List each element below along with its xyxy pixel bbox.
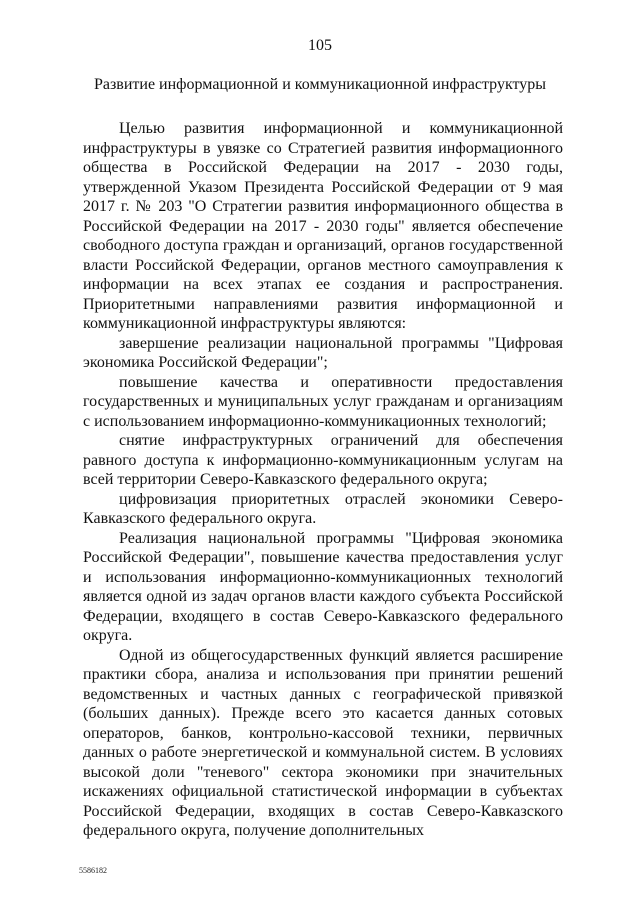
- paragraph-big-data: Одной из общегосударственных функций является расширение практики сбора, анализа и использования при принятии решений ведомственных и частных данных с географической привязкой (больших данных). Прежде всего это касается данных сотовых операторов, банков, контрольно-кассовой техники, первичных данных о работе энергетической и коммунальной систем. В условиях высокой доли "теневого" сектора экономики при значительных искажениях официальной статистической информации в субъектах Российской Федерации, входящих в состав Северо-Кавказского федерального округа, получение дополнительных: [83, 646, 563, 839]
- list-item-public-services: повышение качества и оперативности предоставления государственных и муниципальных услуг гражданам и организациям с использованием информационно-коммуникационных технологий;: [83, 373, 563, 430]
- section-title: Развитие информационной и коммуникационной инфраструктуры: [93, 76, 547, 93]
- list-item-digitalization: цифровизация приоритетных отраслей экономики Северо-Кавказского федерального округа.: [83, 490, 563, 527]
- paragraph-goal: Целью развития информационной и коммуникационной инфраструктуры в увязке со Стратегией развития информационного общества в Российской Федерации на 2017 - 2030 годы, утвержденной Указом Президента Российской Федерации от 9 мая 2017 г. № 203 "О Стратегии развития информационного общества в Российской Федерации на 2017 - 2030 годы" является обеспечение свободного доступа граждан и организаций, органов государственной власти Российской Федерации, органов местного самоуправления к информации на всех этапах ее создания и распространения. Приоритетными направлениями развития информационной и коммуникационной инфраструктуры являются:: [83, 120, 563, 332]
- list-item-infrastructure: снятие инфраструктурных ограничений для обеспечения равного доступа к информационно-коммуникационным услугам на всей территории Северо-Кавказского федерального округа;: [83, 432, 563, 488]
- document-code: 5586182: [79, 866, 107, 875]
- paragraph-program: Реализация национальной программы "Цифровая экономика Российской Федерации", повышение качества предоставления услуг и использования информационно-коммуникационных технологий является одной из задач органов власти каждого субъекта Российской Федерации, входящего в состав Северо-Кавказского федерального округа.: [83, 529, 563, 644]
- body-text: [83, 119, 563, 841]
- list-item-digital-economy: завершение реализации национальной программы "Цифровая экономика Российской Федерации";: [83, 334, 563, 371]
- page-number: 105: [308, 37, 332, 54]
